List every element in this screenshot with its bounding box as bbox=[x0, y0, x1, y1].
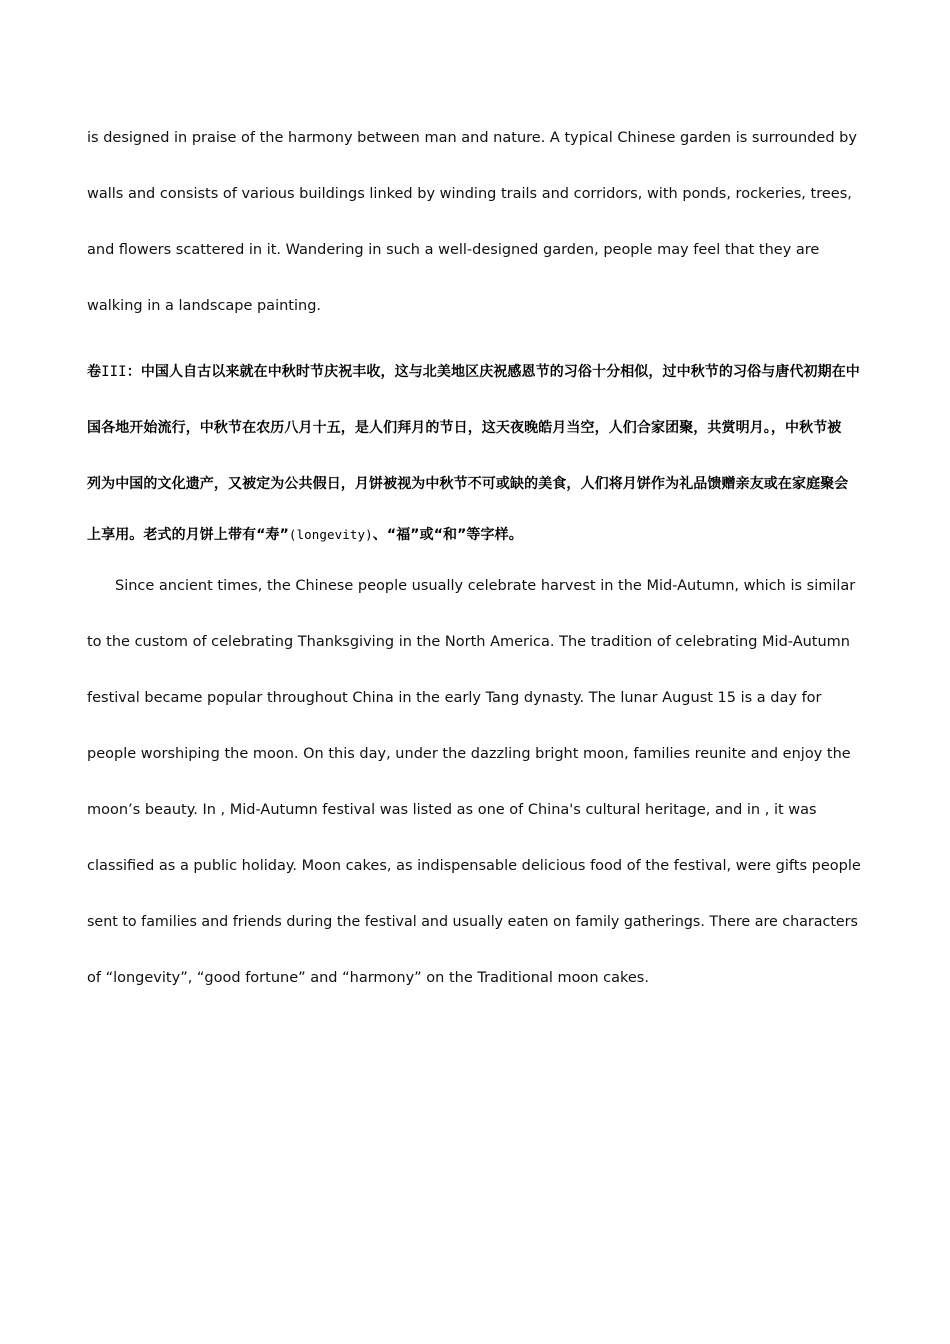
text-segment-latin: (longevity) bbox=[288, 527, 373, 542]
text-line: to the custom of celebrating Thanksgiving in the North America. The tradition of celebrating Mid-Autumn bbox=[87, 634, 850, 650]
chinese-paragraph-mid-autumn bbox=[87, 344, 867, 558]
text-line: and flowers scattered in it. Wandering in such a well-designed garden, people may feel that they are bbox=[87, 242, 820, 258]
section-label-roman: III bbox=[101, 364, 127, 380]
english-paragraph-garden bbox=[87, 110, 867, 344]
text-line: classified as a public holiday. Moon cakes, as indispensable delicious food of the festival, were gifts people bbox=[87, 858, 861, 874]
text-segment: 中国人自古以来就在中秋时节庆祝丰收，这与北美地区庆祝感恩节的习俗十分相似，过中秋节的习俗与唐代初期在中 bbox=[140, 364, 860, 380]
text-line: festival became popular throughout China in the early Tang dynasty. The lunar August 15 is a day for bbox=[87, 690, 822, 706]
text-segment: 上享用。老式的月饼上带有“寿” bbox=[87, 527, 289, 543]
text-line bbox=[87, 512, 867, 558]
text-line: walking in a landscape painting. bbox=[87, 298, 322, 314]
section-label-prefix: 卷 bbox=[87, 364, 102, 380]
text-line: moon’s beauty. In , Mid-Autumn festival was listed as one of China's cultural heritage, and in , it was bbox=[87, 802, 817, 818]
document-body bbox=[87, 110, 867, 1006]
text-line: Since ancient times, the Chinese people usually celebrate harvest in the Mid-Autumn, which is similar bbox=[115, 578, 856, 594]
english-paragraph-mid-autumn bbox=[87, 558, 867, 1006]
text-line bbox=[87, 344, 867, 400]
text-line: is designed in praise of the harmony between man and nature. A typical Chinese garden is surrounded by bbox=[87, 130, 857, 146]
section-label-colon: ： bbox=[126, 364, 141, 380]
text-segment: 、“福”或“和”等字样。 bbox=[372, 527, 523, 543]
text-line: of “longevity”, “good fortune” and “harmony” on the Traditional moon cakes. bbox=[87, 970, 649, 986]
text-line: walls and consists of various buildings linked by winding trails and corridors, with ponds, rockeries, trees, bbox=[87, 186, 852, 202]
text-line: 国各地开始流行，中秋节在农历八月十五，是人们拜月的节日，这天夜晚皓月当空，人们合家团聚，共赏明月。，中秋节被 bbox=[87, 420, 842, 436]
text-line: people worshiping the moon. On this day, under the dazzling bright moon, families reunite and enjoy the bbox=[87, 746, 851, 762]
text-line: 列为中国的文化遗产，又被定为公共假日，月饼被视为中秋节不可或缺的美食，人们将月饼作为礼品馈赠亲友或在家庭聚会 bbox=[87, 476, 849, 492]
text-line: sent to families and friends during the festival and usually eaten on family gatherings. There are characters bbox=[87, 914, 858, 930]
